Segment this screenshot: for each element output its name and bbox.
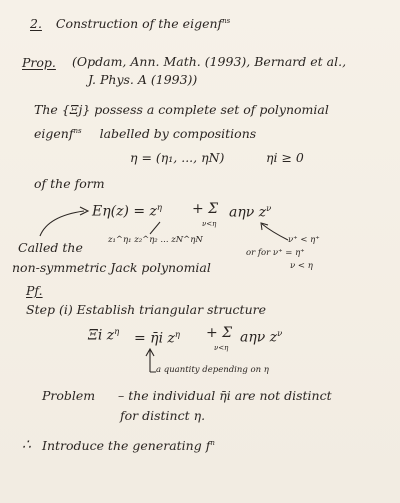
therefore-symbol: ∴ — [22, 437, 31, 453]
eta-definition: η = (η₁, ..., ηN) — [130, 150, 225, 165]
statement-line2-sup: ns — [73, 127, 82, 135]
equation1-lhs-sup: η — [156, 203, 163, 213]
of-the-form: of the form — [34, 176, 105, 191]
equation2-term-sup: ν — [277, 329, 283, 339]
prop-citation-line2: J. Phys. A (1993)) — [88, 72, 198, 87]
problem-label: Problem — [42, 388, 96, 403]
condition-2: or for ν⁺ = η⁺ — [246, 248, 305, 258]
arrow-to-jack-polynomial — [40, 211, 84, 236]
equation2-sum: + Σ — [206, 325, 233, 341]
arrow-to-conditions — [262, 224, 288, 240]
section-title-sup: ns — [222, 17, 231, 25]
called-line1: Called the — [18, 240, 83, 255]
statement-line2-b: labelled by compositions — [99, 126, 257, 142]
equation2-annotation: a quantity depending on η — [156, 365, 269, 375]
section-title: Construction of the eigenf — [55, 16, 223, 32]
equation2-rhs-text: = η̄i z — [134, 330, 175, 347]
equation2-lhs-text: Ξi z — [88, 327, 115, 344]
problem-line1: – the individual η̄i are not distinct — [118, 388, 332, 403]
equation2-lhs-sup: η — [114, 327, 120, 337]
statement-line1: The {Ξj} possess a complete set of polynomial — [34, 102, 329, 117]
equation1-term-sup: ν — [266, 204, 272, 214]
eta-condition: ηi ≥ 0 — [266, 150, 304, 165]
section-number: 2. — [30, 16, 42, 32]
equation2-sum-sub: ν<η — [214, 344, 229, 352]
arrow-to-monomial — [150, 222, 160, 234]
prop-citation-line1: (Opdam, Ann. Math. (1993), Bernard et al., — [72, 54, 347, 69]
problem-line2: for distinct η. — [120, 408, 206, 423]
equation1-sum-sub: ν<η — [202, 220, 217, 228]
proof-label: Pf. — [26, 283, 43, 298]
equation2-rhs-sup: η — [174, 330, 180, 340]
condition-3: ν < η — [290, 261, 313, 271]
conclusion-text-main: Introduce the generating f — [42, 438, 211, 454]
prop-label: Prop. — [22, 55, 56, 70]
proof-step: Step (i) Establish triangular structure — [26, 302, 266, 317]
statement-line2-a: eigenf — [34, 126, 74, 142]
equation2-term-text: aην z — [240, 329, 278, 346]
called-line2: non-symmetric Jack polynomial — [12, 260, 211, 275]
monomial-expansion: z₁^η₁ z₂^η₂ ... zN^ηN — [108, 235, 203, 245]
conclusion-text-sup: n — [210, 439, 215, 447]
equation1-term-text: aην z — [229, 204, 267, 221]
equation1-lhs-text: Eη(z) = z — [92, 203, 157, 220]
equation1-sum: + Σ — [192, 201, 219, 217]
condition-1: ν⁺ < η⁺ — [288, 235, 320, 245]
